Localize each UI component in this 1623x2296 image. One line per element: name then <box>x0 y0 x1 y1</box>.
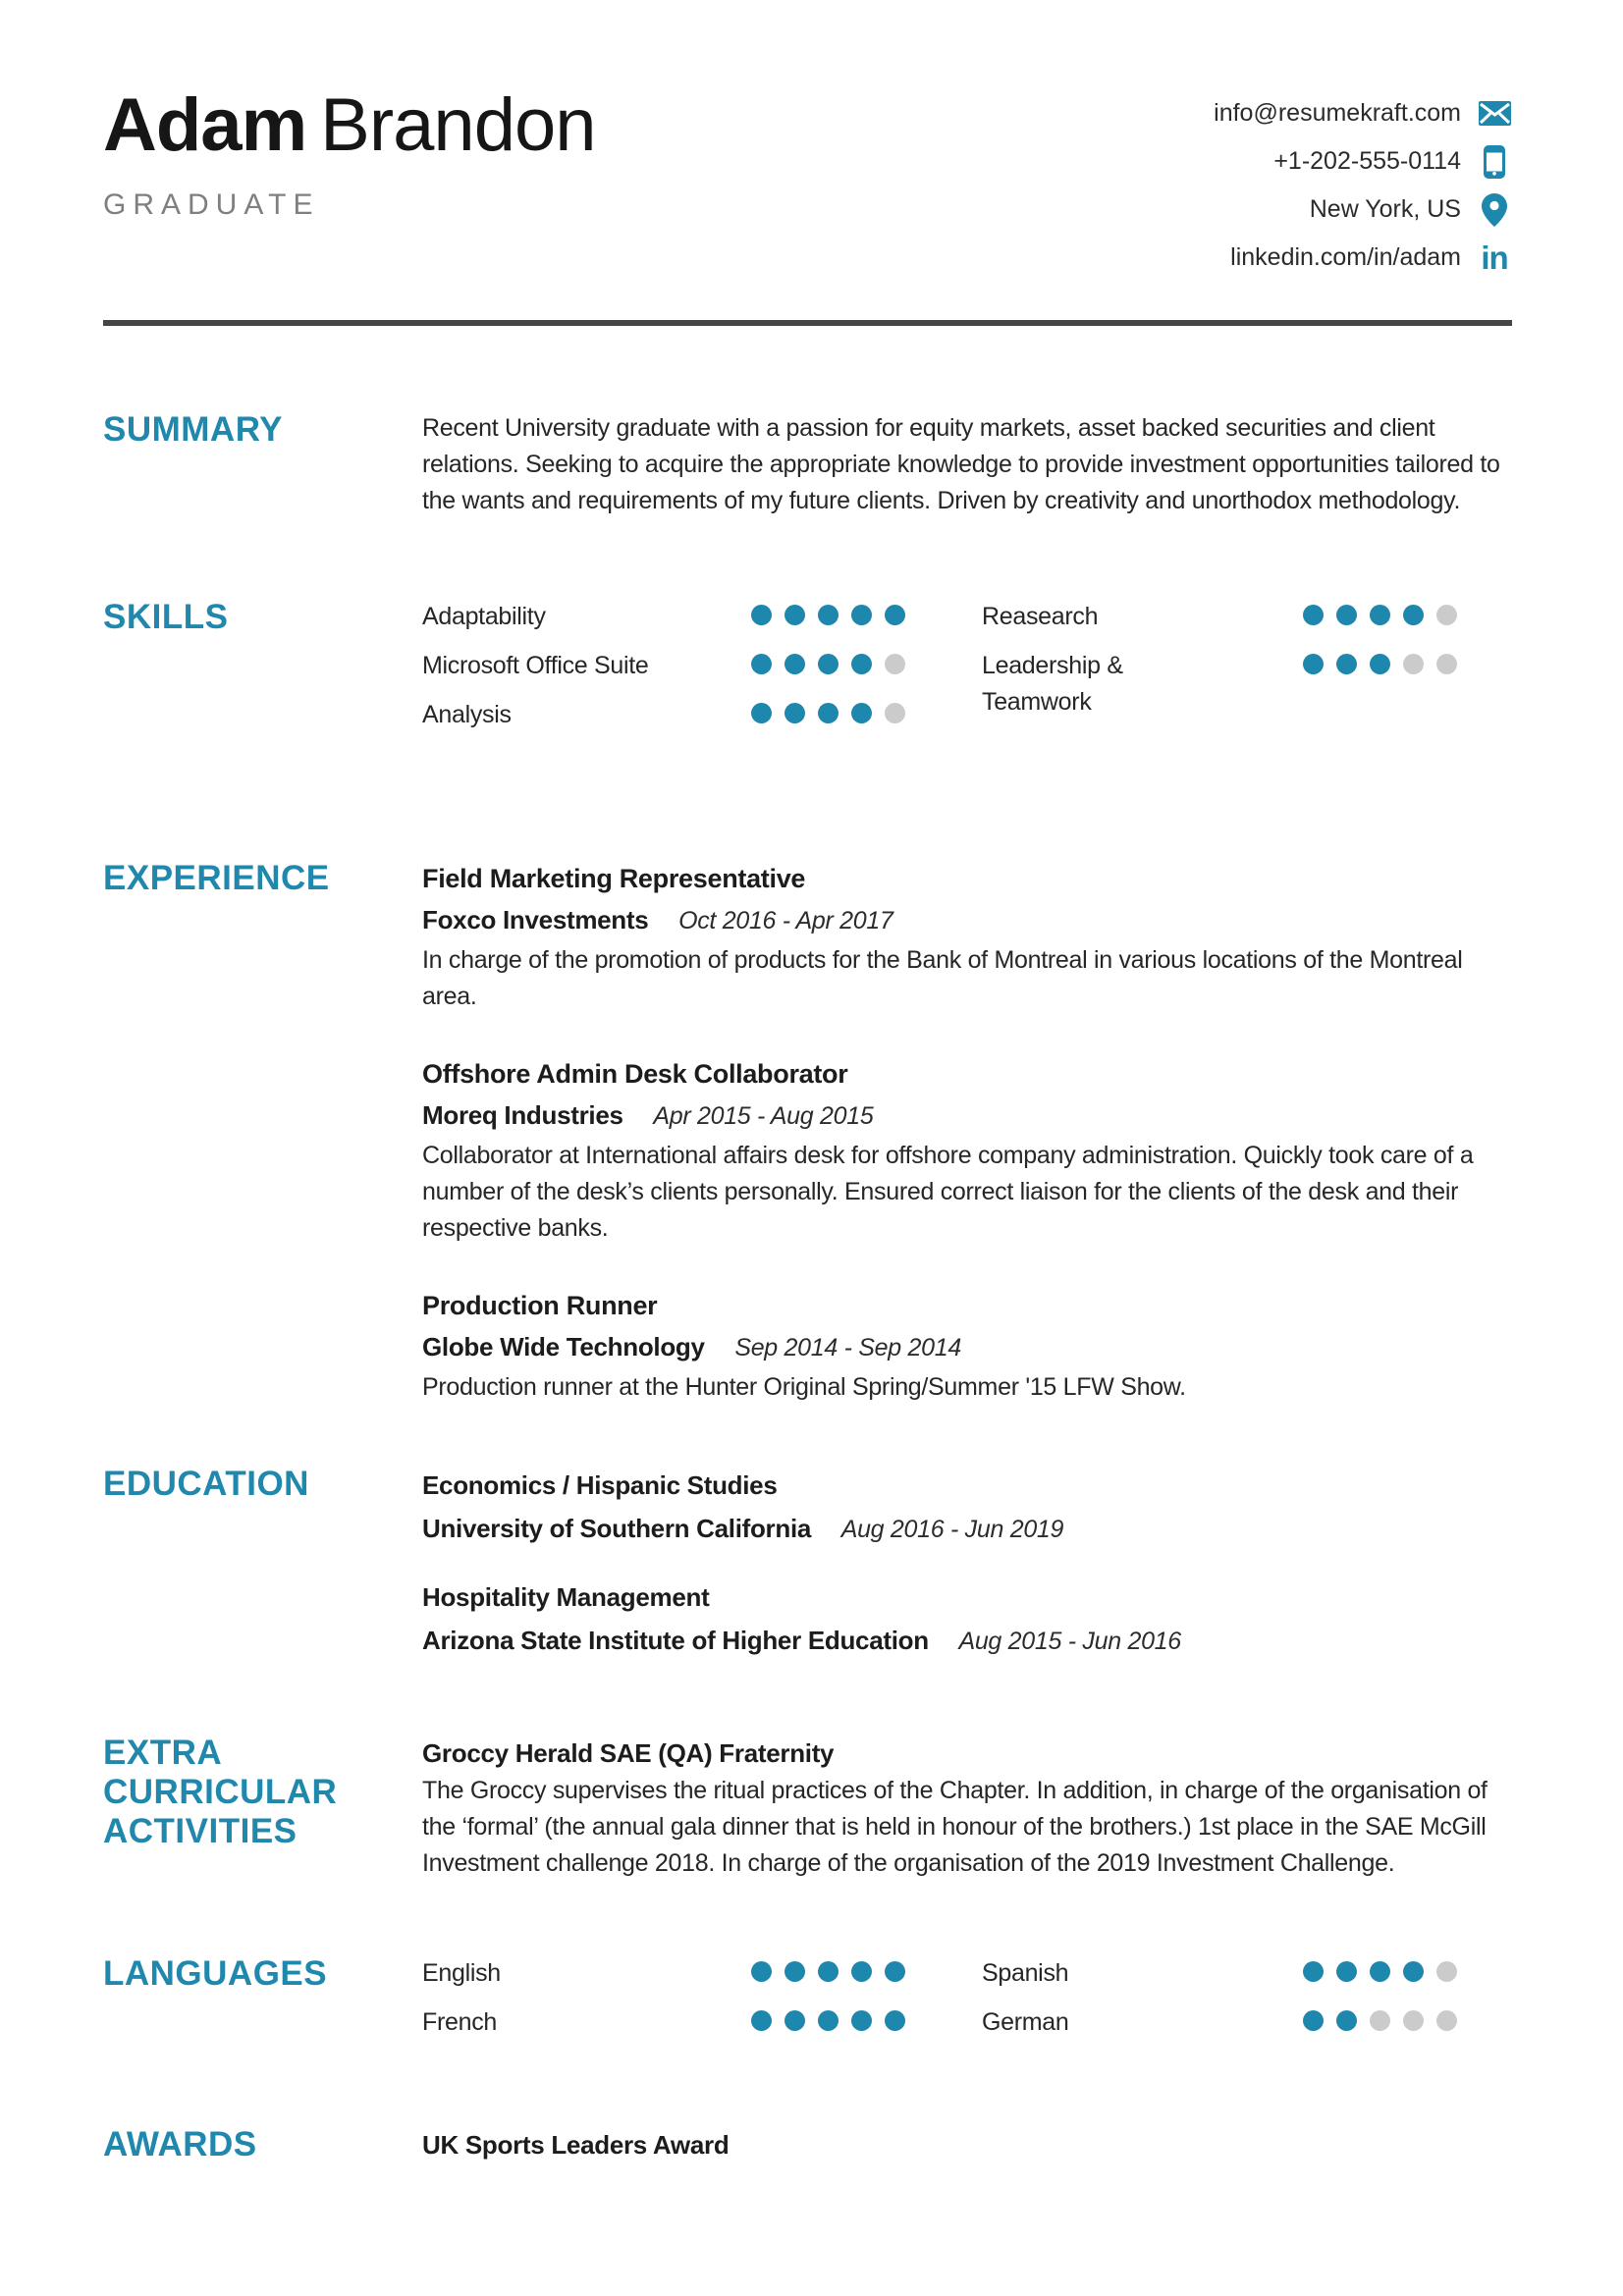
awards-heading: AWARDS <box>103 2125 257 2163</box>
languages-section <box>103 1954 1512 2053</box>
summary-heading: SUMMARY <box>103 410 284 449</box>
job-company-line <box>422 898 1512 942</box>
identity-block <box>103 83 596 222</box>
contact-phone-text: +1-202-555-0114 <box>1273 147 1461 175</box>
job-description: In charge of the promotion of products for the Bank of Montreal in various locations of the Montreal area. <box>422 946 1463 1010</box>
extra-curricular-section <box>103 1734 1512 1882</box>
education-section <box>103 1465 1512 1663</box>
skill-row <box>982 598 1512 635</box>
job-title: Production Runner <box>422 1291 658 1320</box>
education-dates: Aug 2016 - Jun 2019 <box>840 1516 1064 1543</box>
skill-row <box>422 598 982 635</box>
degree: Hospitality Management <box>422 1582 710 1612</box>
language-name: French <box>422 2008 498 2036</box>
job-title: Field Marketing Representative <box>422 864 806 893</box>
degree: Economics / Hispanic Studies <box>422 1470 778 1500</box>
activity-description: The Groccy supervises the ritual practices of the Chapter. In addition, in charge of the organisation of the ‘formal’ (the annual gala dinner that is held in honour of the brothers.) 1st place in the SAE McGill Investment challenge 2018. In charge of the organisation of the 2019 Investment Challenge. <box>422 1777 1488 1877</box>
skill-name: Reasearch <box>982 603 1099 630</box>
skills-grid <box>422 598 1512 745</box>
language-name: Spanish <box>982 1959 1069 1987</box>
skill-rating <box>1303 647 1457 674</box>
skill-name: Analysis <box>422 701 512 728</box>
skill-row <box>982 647 1512 721</box>
first-name: Adam <box>103 83 307 167</box>
contact-location <box>1310 192 1512 227</box>
language-rating <box>1303 1954 1457 1982</box>
languages-grid <box>422 1954 1512 2053</box>
skill-name: Leadership & Teamwork <box>982 652 1123 716</box>
award-name: UK Sports Leaders Award <box>422 2130 730 2160</box>
skills-section <box>103 598 1512 745</box>
skill-rating <box>751 647 905 674</box>
education-entry <box>422 1465 1512 1551</box>
job-entry <box>422 1286 1512 1406</box>
contact-email-text: info@resumekraft.com <box>1214 99 1461 127</box>
school-line <box>422 1619 1512 1663</box>
job-entry <box>422 1054 1512 1247</box>
linkedin-icon: in <box>1481 240 1508 276</box>
job-company: Globe Wide Technology <box>422 1332 705 1362</box>
resume-body <box>103 410 1512 2164</box>
contact-location-text: New York, US <box>1309 195 1461 223</box>
skill-name: Adaptability <box>422 603 546 630</box>
language-name: German <box>982 2008 1069 2036</box>
extra-curricular-heading: EXTRA CURRICULAR ACTIVITIES <box>103 1734 338 1850</box>
location-icon <box>1477 193 1512 227</box>
summary-text: Recent University graduate with a passion for equity markets, asset backed securities and client relations. Seeking to acquire the appropriate knowledge to provide investment opportunities tailored to the wants and requirements of my future clients. Driven by creativity and unorthodox methodology. <box>422 414 1500 514</box>
languages-heading: LANGUAGES <box>103 1954 328 1993</box>
school: University of Southern California <box>422 1514 812 1543</box>
skill-row <box>422 647 982 684</box>
language-rating <box>751 2003 905 2031</box>
job-company-line <box>422 1094 1512 1138</box>
language-row <box>422 1954 982 1992</box>
header-divider <box>103 320 1512 326</box>
person-title: GRADUATE <box>103 187 320 221</box>
contact-linkedin[interactable] <box>1230 240 1512 275</box>
education-heading: EDUCATION <box>103 1465 309 1503</box>
skills-heading: SKILLS <box>103 598 229 636</box>
skill-row <box>422 696 982 733</box>
summary-section <box>103 410 1512 519</box>
phone-icon <box>1477 145 1512 179</box>
job-dates: Oct 2016 - Apr 2017 <box>678 907 893 934</box>
job-entry <box>422 859 1512 1015</box>
contact-phone[interactable] <box>1273 144 1512 179</box>
job-company: Foxco Investments <box>422 905 649 934</box>
contact-block <box>1214 96 1512 275</box>
education-entry <box>422 1576 1512 1663</box>
activity-title: Groccy Herald SAE (QA) Fraternity <box>422 1738 835 1768</box>
contact-email[interactable] <box>1214 96 1512 131</box>
email-icon <box>1477 101 1512 126</box>
skill-name: Microsoft Office Suite <box>422 652 649 679</box>
last-name: Brandon <box>320 83 596 167</box>
person-name <box>103 83 596 167</box>
job-description: Collaborator at International affairs desk for offshore company administration. Quickly took care of a number of the desk’s clients personally. Ensured correct liaison for the clients of the desk and their respective banks. <box>422 1142 1474 1242</box>
awards-section <box>103 2125 1512 2164</box>
language-rating <box>751 1954 905 1982</box>
job-description: Production runner at the Hunter Original Spring/Summer '15 LFW Show. <box>422 1373 1186 1401</box>
language-row <box>982 1954 1512 1992</box>
skill-rating <box>1303 598 1457 625</box>
language-row <box>982 2003 1512 2041</box>
skill-rating <box>751 598 905 625</box>
job-title: Offshore Admin Desk Collaborator <box>422 1059 848 1089</box>
skill-rating <box>751 696 905 723</box>
school-line <box>422 1507 1512 1551</box>
job-company-line <box>422 1325 1512 1369</box>
language-row <box>422 2003 982 2041</box>
experience-heading: EXPERIENCE <box>103 859 330 897</box>
education-dates: Aug 2015 - Jun 2016 <box>958 1628 1181 1655</box>
experience-section <box>103 859 1512 1406</box>
header <box>103 83 1512 276</box>
job-dates: Apr 2015 - Aug 2015 <box>653 1102 874 1130</box>
language-name: English <box>422 1959 501 1987</box>
job-dates: Sep 2014 - Sep 2014 <box>734 1334 961 1362</box>
language-rating <box>1303 2003 1457 2031</box>
job-company: Moreq Industries <box>422 1100 623 1130</box>
school: Arizona State Institute of Higher Education <box>422 1626 929 1655</box>
contact-linkedin-text: linkedin.com/in/adam <box>1230 243 1461 271</box>
